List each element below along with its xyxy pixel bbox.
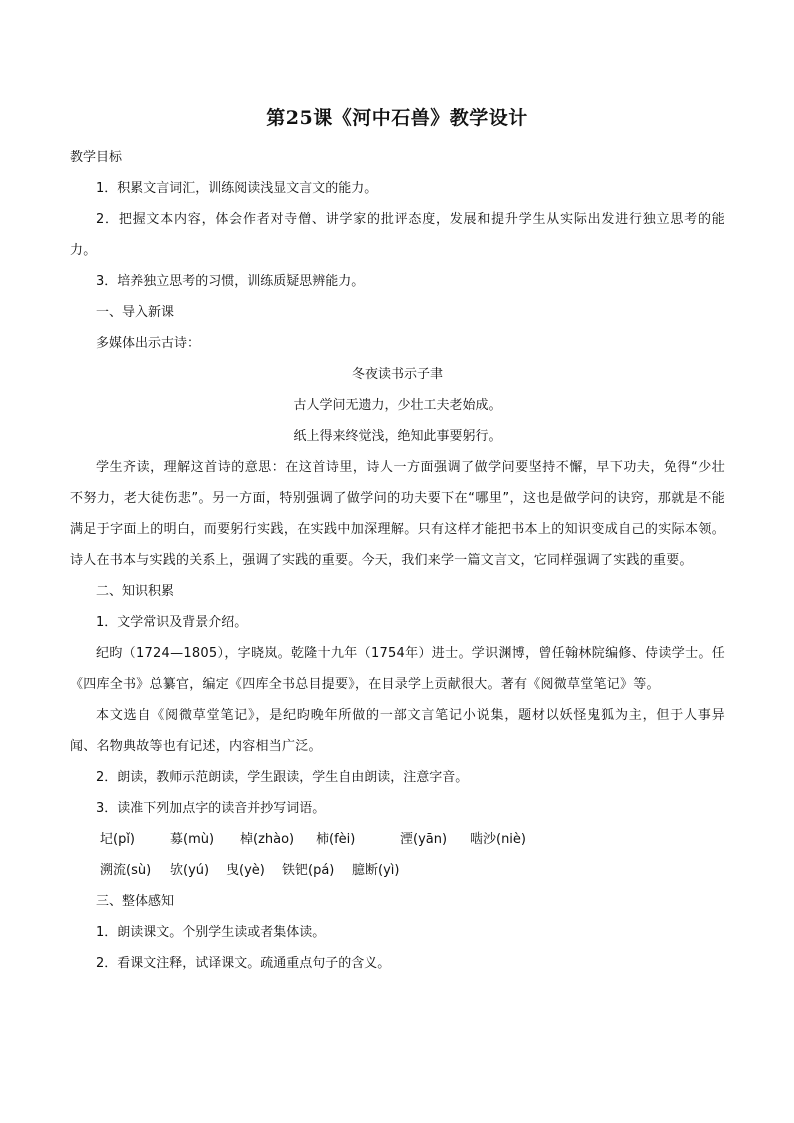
pinyin-row-1 xyxy=(70,824,725,855)
pinyin-word: 曳(yè) xyxy=(226,863,265,878)
section-2-heading: 二、知识积累 xyxy=(96,584,175,599)
section-2-item-2: 2．朗读，教师示范朗读，学生跟读，学生自由朗读，注意字音。 xyxy=(96,770,469,785)
section-1-heading: 一、导入新课 xyxy=(96,305,175,320)
pinyin-word: 圮(pǐ) xyxy=(100,832,136,847)
pinyin-word: 湮(yān) xyxy=(400,832,448,847)
poem-title: 冬夜读书示子聿 xyxy=(351,367,443,382)
section-3-heading: 三、整体感知 xyxy=(96,894,175,909)
objectives-heading: 教学目标 xyxy=(70,150,123,165)
pinyin-word: 溯流(sù) xyxy=(100,863,152,878)
objective-item-2: 2．把握文本内容，体会作者对寺僧、讲学家的批评态度，发展和提升学生从实际出发进行独立思考的能力。 xyxy=(70,212,725,258)
pinyin-word: 棹(zhào) xyxy=(240,832,295,847)
section-3-item-2: 2．看课文注释，试译课文。疏通重点句子的含义。 xyxy=(96,956,391,971)
author-paragraph: 纪昀（1724—1805），字晓岚。乾隆十九年（1754年）进士。学识渊博，曾任翰林院编修、侍读学士。任《四库全书》总纂官，编定《四库全书总目提要》，在目录学上贡献很大。著有《阅微草堂笔记》等。 xyxy=(70,646,725,692)
objective-item-3: 3．培养独立思考的习惯，训练质疑思辨能力。 xyxy=(96,274,365,289)
source-paragraph: 本文选自《阅微草堂笔记》，是纪昀晚年所做的一部文言笔记小说集，题材以妖怪鬼狐为主，但于人事异闻、名物典故等也有记述，内容相当广泛。 xyxy=(70,708,725,754)
section-2-item-3: 3．读准下列加点字的读音并抄写词语。 xyxy=(96,801,326,816)
section-3-item-1: 1．朗读课文。个别学生读或者集体读。 xyxy=(96,925,326,940)
pinyin-word: 募(mù) xyxy=(170,832,215,847)
section-1-paragraph: 学生齐读，理解这首诗的意思：在这首诗里，诗人一方面强调了做学问要坚持不懈，早下功夫，免得“少壮不努力，老大徒伤悲”。另一方面，特别强调了做学问的功夫要下在“哪里”，这也是做学问的诀窍，那就是不能满足于字面上的明白，而要躬行实践，在实践中加深理解。只有这样才能把书本上的知识变成自己的实际本领。诗人在书本与实践的关系上，强调了实践的重要。今天，我们来学一篇文言文，它同样强调了实践的重要。 xyxy=(70,460,725,568)
document-body xyxy=(70,142,725,979)
pinyin-word: 臆断(yì) xyxy=(352,863,400,878)
pinyin-row-2 xyxy=(70,855,725,886)
section-1-intro: 多媒体出示古诗： xyxy=(96,336,201,351)
pinyin-word: 欤(yú) xyxy=(170,863,210,878)
pinyin-word: 铁钯(pá) xyxy=(282,863,335,878)
pinyin-word: 柿(fèi) xyxy=(316,832,356,847)
page-title: 第25课《河中石兽》教学设计 xyxy=(266,107,528,129)
section-2-item-1: 1．文学常识及背景介绍。 xyxy=(96,615,248,630)
poem-line-2: 纸上得来终觉浅，绝知此事要躬行。 xyxy=(293,429,502,444)
objective-item-1: 1．积累文言词汇，训练阅读浅显文言文的能力。 xyxy=(96,181,378,196)
pinyin-word: 啮沙(niè) xyxy=(470,832,526,847)
poem-line-1: 古人学问无遗力，少壮工夫老始成。 xyxy=(293,398,502,413)
